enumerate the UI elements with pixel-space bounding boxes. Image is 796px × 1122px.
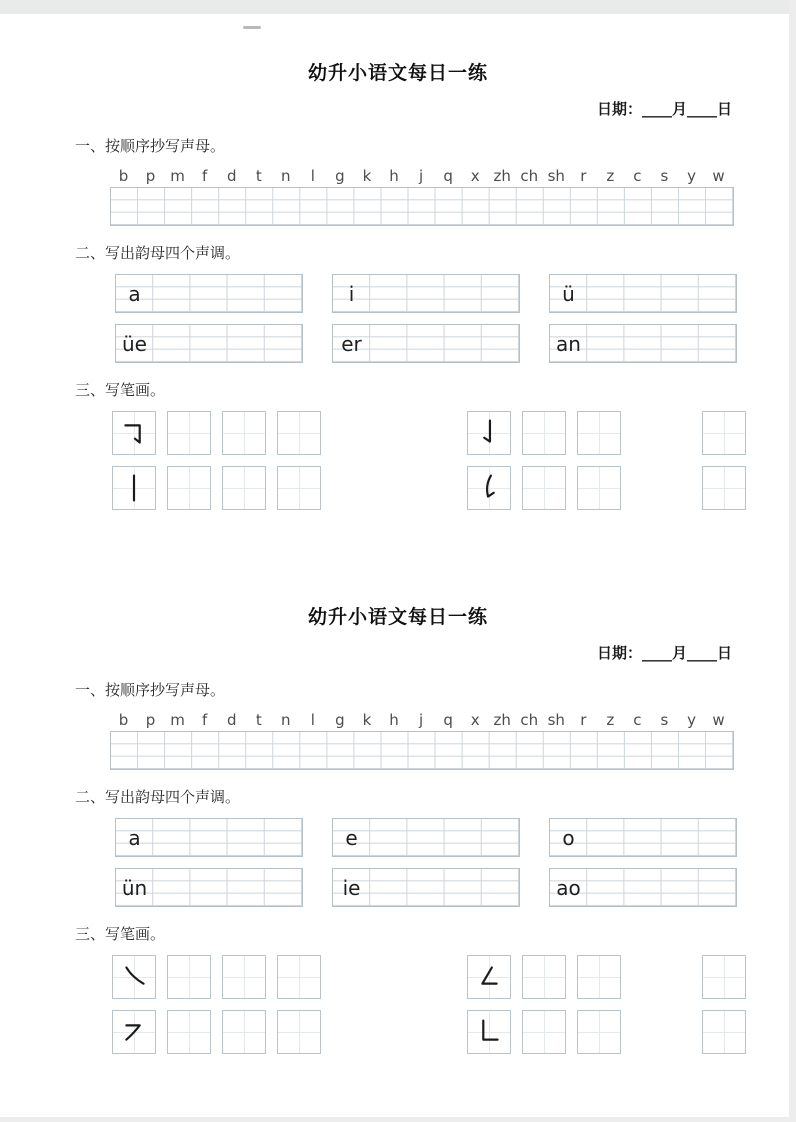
- stroke-example-box: [112, 955, 156, 999]
- stroke-group: [702, 466, 746, 510]
- initial-letter: n: [281, 711, 291, 729]
- initial-letter: d: [226, 167, 237, 185]
- shu-stroke-icon: [115, 469, 153, 507]
- worksheet-title: 幼升小语文每日一练: [307, 62, 488, 84]
- stroke-group: [112, 411, 321, 455]
- section-two-heading: 二、写出韵母四个声调。: [75, 788, 241, 806]
- stroke-row: [112, 955, 796, 999]
- worksheet-sheet-2: [0, 602, 796, 1054]
- initial-letter: c: [633, 711, 642, 729]
- practice-box: [702, 955, 746, 999]
- initial-letter: w: [712, 167, 725, 185]
- initial-letter: x: [470, 711, 480, 729]
- initial-letter: t: [255, 167, 262, 185]
- vowel-row: [115, 324, 796, 363]
- section-three-heading: 三、写笔画。: [75, 925, 166, 943]
- vowel-label: a: [128, 825, 141, 850]
- stroke-example-box: [467, 466, 511, 510]
- vowel-row: [115, 274, 796, 313]
- initial-letter: q: [443, 711, 453, 729]
- initial-letter: sh: [547, 711, 565, 729]
- initial-letter: x: [470, 167, 480, 185]
- practice-box: [222, 466, 266, 510]
- stroke-example-box: [467, 955, 511, 999]
- practice-box: [522, 466, 566, 510]
- shu-zhe-stroke-icon: [470, 1013, 508, 1051]
- practice-box: [222, 955, 266, 999]
- vowel-label: ao: [556, 875, 581, 900]
- vowel-label: e: [345, 825, 358, 850]
- initial-letter: r: [580, 711, 587, 729]
- initial-letter: f: [202, 711, 208, 729]
- initial-letter: g: [335, 711, 345, 729]
- practice-box: [167, 411, 211, 455]
- practice-box: [577, 1010, 621, 1054]
- practice-box: [167, 466, 211, 510]
- vowel-rows: [0, 274, 796, 363]
- initial-letter: ch: [520, 167, 539, 185]
- date-line: 日期：____月____日: [596, 644, 732, 662]
- vowel-writing-grid: [332, 274, 520, 313]
- vowel-writing-grid: [332, 818, 520, 857]
- initial-letter: s: [660, 167, 669, 185]
- initial-letter: r: [580, 167, 587, 185]
- vowel-label: er: [341, 331, 362, 356]
- vowel-rows: [0, 818, 796, 907]
- date-line: 日期：____月____日: [596, 100, 732, 118]
- initial-letter: h: [389, 167, 399, 185]
- stroke-example-box: [467, 411, 511, 455]
- practice-box: [577, 466, 621, 510]
- wan-gou-stroke-icon: [470, 469, 508, 507]
- stroke-example-box: [112, 466, 156, 510]
- initial-letter: y: [687, 711, 696, 729]
- stroke-group: [467, 466, 621, 510]
- vowel-writing-grid: [115, 868, 303, 907]
- initial-letter: m: [170, 711, 185, 729]
- practice-box: [702, 466, 746, 510]
- practice-box: [277, 1010, 321, 1054]
- stroke-rows: [0, 411, 796, 510]
- initials-writing-grid: [110, 187, 734, 226]
- practice-box: [577, 411, 621, 455]
- heng-pie-stroke-icon: [115, 1013, 153, 1051]
- vowel-writing-grid: [549, 324, 737, 363]
- vowel-row: [115, 818, 796, 857]
- practice-box: [277, 955, 321, 999]
- initial-letter: k: [362, 167, 372, 185]
- initial-letter: z: [606, 711, 615, 729]
- vowel-label: i: [348, 281, 355, 306]
- vowel-writing-grid: [549, 274, 737, 313]
- vowel-writing-grid: [332, 868, 520, 907]
- initial-letter: n: [281, 167, 291, 185]
- stroke-group: [702, 1010, 746, 1054]
- initial-letter: j: [418, 167, 424, 185]
- stroke-example-box: [112, 411, 156, 455]
- initial-letter: p: [145, 711, 156, 729]
- practice-box: [522, 411, 566, 455]
- scan-bottom-edge: [0, 1117, 796, 1122]
- initial-letter: z: [606, 167, 615, 185]
- practice-box: [167, 1010, 211, 1054]
- practice-box: [222, 411, 266, 455]
- stroke-group: [112, 955, 321, 999]
- stroke-group: [467, 411, 621, 455]
- stroke-group: [467, 955, 621, 999]
- vowel-writing-grid: [115, 324, 303, 363]
- shu-gou-stroke-icon: [470, 414, 508, 452]
- initial-letter: zh: [493, 167, 511, 185]
- vowel-row: [115, 868, 796, 907]
- vowel-label: a: [128, 281, 141, 306]
- stroke-example-box: [112, 1010, 156, 1054]
- vowel-writing-grid: [549, 818, 737, 857]
- stroke-group: [112, 466, 321, 510]
- vowel-writing-grid: [332, 324, 520, 363]
- vowel-writing-grid: [549, 868, 737, 907]
- stroke-group: [702, 955, 746, 999]
- vowel-label: ün: [121, 875, 148, 900]
- vowel-label: üe: [122, 331, 147, 356]
- worksheet-sheet-1: [0, 0, 796, 510]
- stroke-group: [702, 411, 746, 455]
- heng-zhe-gou-stroke-icon: [115, 414, 153, 452]
- initial-letter: zh: [493, 711, 511, 729]
- initials-row: [110, 167, 732, 185]
- initial-letter: ch: [520, 711, 539, 729]
- stroke-row: [112, 411, 796, 455]
- vowel-label: an: [556, 331, 581, 356]
- initial-letter: k: [362, 711, 372, 729]
- initial-letter: sh: [547, 167, 565, 185]
- na-stroke-icon: [115, 958, 153, 996]
- initial-letter: m: [170, 167, 185, 185]
- initial-letter: j: [418, 711, 424, 729]
- initial-letter: l: [310, 167, 315, 185]
- initials-writing-grid: [110, 731, 734, 770]
- stroke-row: [112, 1010, 796, 1054]
- initial-letter: b: [118, 711, 129, 729]
- stroke-example-box: [467, 1010, 511, 1054]
- pie-zhe-stroke-icon: [470, 958, 508, 996]
- initial-letter: w: [712, 711, 725, 729]
- practice-box: [167, 955, 211, 999]
- practice-box: [522, 955, 566, 999]
- initial-letter: h: [389, 711, 399, 729]
- worksheet-title: 幼升小语文每日一练: [307, 606, 488, 628]
- vowel-label: ie: [342, 875, 361, 900]
- initial-letter: d: [226, 711, 237, 729]
- practice-box: [222, 1010, 266, 1054]
- initial-letter: f: [202, 167, 208, 185]
- stroke-row: [112, 466, 796, 510]
- initial-letter: g: [335, 167, 345, 185]
- section-one-heading: 一、按顺序抄写声母。: [75, 681, 226, 699]
- stroke-group: [112, 1010, 321, 1054]
- initial-letter: p: [145, 167, 156, 185]
- practice-box: [522, 1010, 566, 1054]
- initial-letter: c: [633, 167, 642, 185]
- initial-letter: q: [443, 167, 453, 185]
- vowel-label: ü: [562, 281, 575, 306]
- initial-letter: t: [255, 711, 262, 729]
- section-two-heading: 二、写出韵母四个声调。: [75, 244, 241, 262]
- practice-box: [702, 1010, 746, 1054]
- vowel-writing-grid: [115, 818, 303, 857]
- initial-letter: s: [660, 711, 669, 729]
- initial-letter: y: [687, 167, 696, 185]
- vowel-writing-grid: [115, 274, 303, 313]
- practice-box: [277, 466, 321, 510]
- practice-box: [277, 411, 321, 455]
- vowel-label: o: [562, 825, 575, 850]
- section-one-heading: 一、按顺序抄写声母。: [75, 137, 226, 155]
- practice-box: [577, 955, 621, 999]
- practice-box: [702, 411, 746, 455]
- stroke-group: [467, 1010, 621, 1054]
- stroke-rows: [0, 955, 796, 1054]
- initials-row: [110, 711, 732, 729]
- initial-letter: l: [310, 711, 315, 729]
- section-three-heading: 三、写笔画。: [75, 381, 166, 399]
- initial-letter: b: [118, 167, 129, 185]
